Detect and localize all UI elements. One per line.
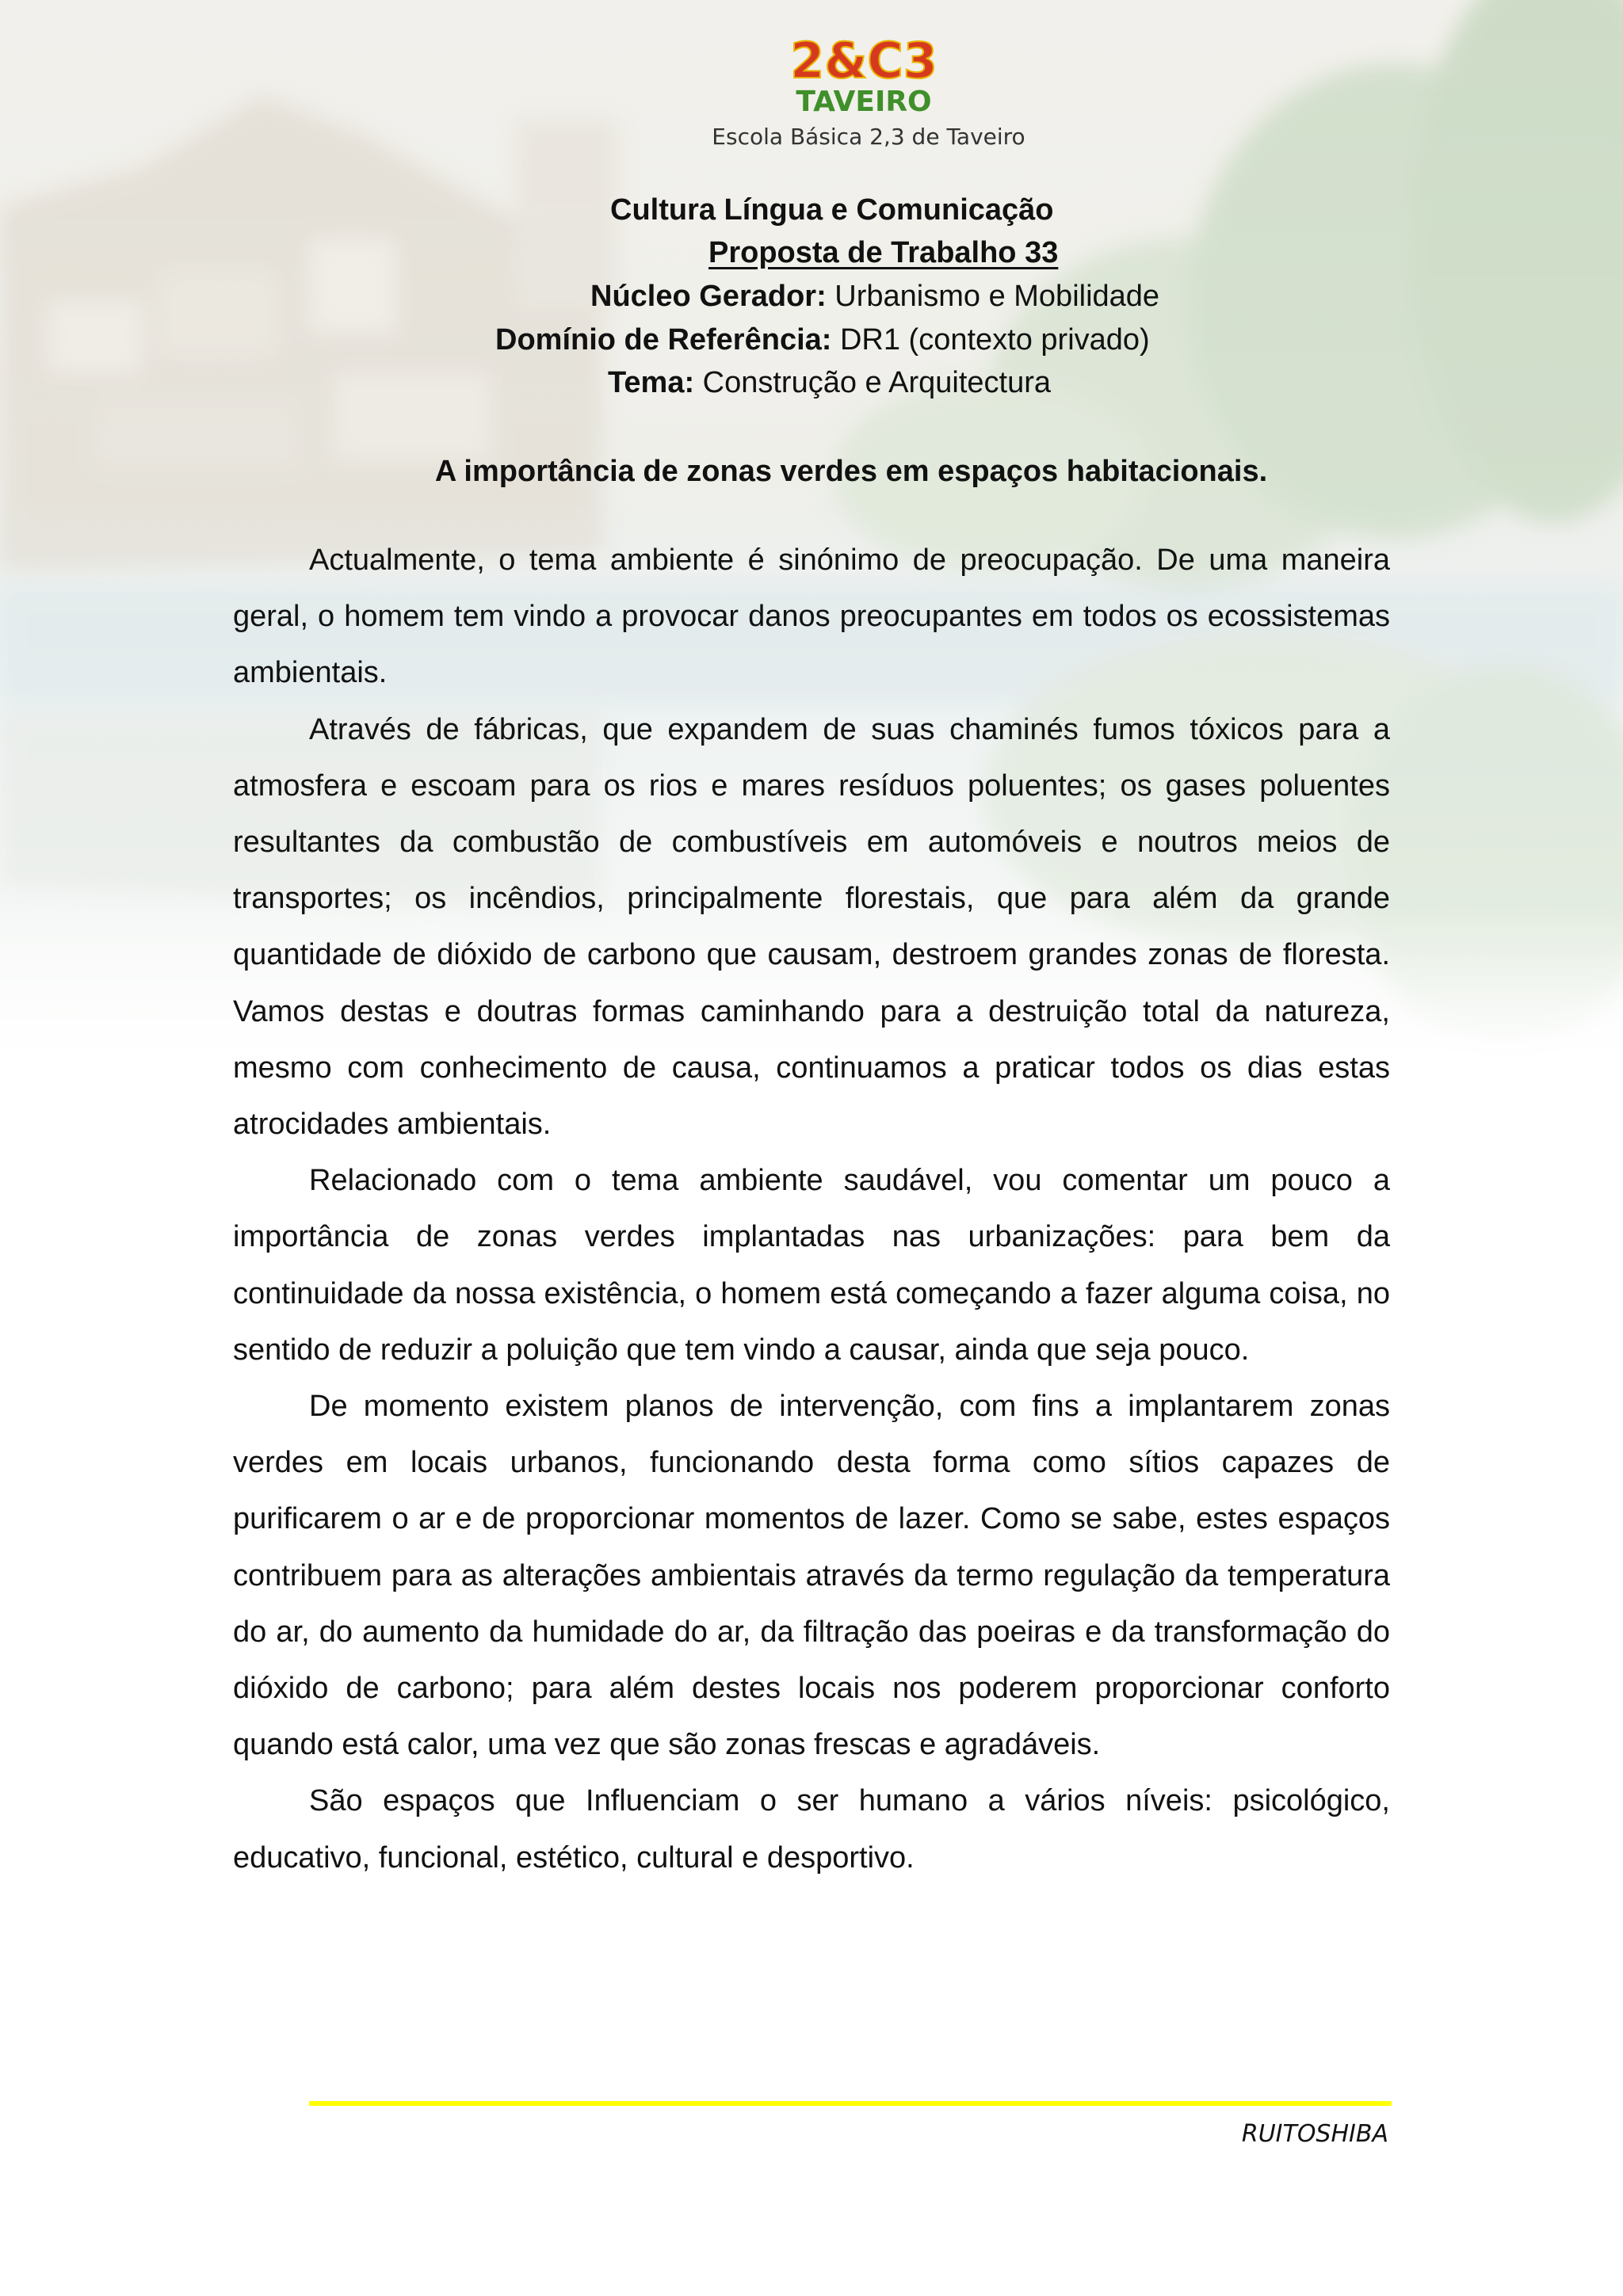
tema-value: Construção e Arquitectura: [694, 366, 1052, 399]
school-logo-mark: [785, 29, 943, 116]
logo-mark-text: 2&C3: [790, 32, 938, 90]
proposal-title: Proposta de Trabalho 33: [708, 236, 1059, 269]
footer-divider: [309, 2101, 1392, 2106]
dominio-referencia-value: DR1 (contexto privado): [831, 323, 1150, 357]
body-paragraph: Actualmente, o tema ambiente é sinónimo de preocupação. De uma maneira geral, o homem tem vindo a provocar danos preocupantes em todos os ecossistemas ambientais.: [233, 543, 1390, 690]
body-paragraph: São espaços que Influenciam o ser humano a vários níveis: psicológico, educativo, funcional, estético, cultural e desportivo.: [233, 1784, 1390, 1875]
tema-label: Tema:: [608, 366, 695, 399]
body-paragraph: Através de fábricas, que expandem de suas chaminés fumos tóxicos para a atmosfera e escoam para os rios e mares resíduos poluentes; os gases poluentes resultantes da combustão de combustíveis em automóveis e noutros meios de transportes; os incêndios, principalmente florestais, que para além da grande quantidade de dióxido de carbono que causam, destroem grandes zonas de floresta. Vamos destas e doutras formas caminhando para a destruição total da natureza, mesmo com conhecimento de causa, continuamos a praticar todos os dias estas atrocidades ambientais.: [233, 712, 1390, 1142]
dominio-referencia-label: Domínio de Referência:: [495, 323, 832, 357]
body-paragraph: De momento existem planos de intervenção, com fins a implantarem zonas verdes em locais urbanos, funcionando desta forma como sítios capazes de purificarem o ar e de proporcionar momentos de lazer. Como se sabe, estes espaços contribuem para as alterações ambientais através da termo regulação da temperatura do ar, do aumento da humidade do ar, da filtração das poeiras e da transformação do dióxido de carbono; para além destes locais nos poderem proporcionar conforto quando está calor, uma vez que são zonas frescas e agradáveis.: [233, 1390, 1390, 1762]
nucleo-gerador-value: Urbanismo e Mobilidade: [826, 280, 1160, 313]
dominio-referencia-line: [495, 322, 1150, 358]
body-paragraph: Relacionado com o tema ambiente saudável, vou comentar um pouco a importância de zonas verdes implantadas nas urbanizações: para bem da continuidade da nossa existência, o homem está começando a fazer alguma coisa, no sentido de reduzir a poluição que tem vindo a causar, ainda que seja pouco.: [233, 1164, 1390, 1367]
document-title: A importância de zonas verdes em espaços habitacionais.: [434, 455, 1268, 488]
course-title: Cultura Língua e Comunicação: [610, 193, 1054, 227]
tema-line: [608, 364, 1051, 401]
logo-school-name: TAVEIRO: [796, 86, 932, 116]
author-signature: RUITOSHIBA: [1241, 2120, 1388, 2148]
document-body: [233, 532, 1390, 1886]
nucleo-gerador-line: [590, 278, 1159, 315]
nucleo-gerador-label: Núcleo Gerador:: [590, 280, 827, 313]
school-name-caption: Escola Básica 2,3 de Taveiro: [712, 124, 1025, 150]
school-logo: [712, 24, 1030, 158]
